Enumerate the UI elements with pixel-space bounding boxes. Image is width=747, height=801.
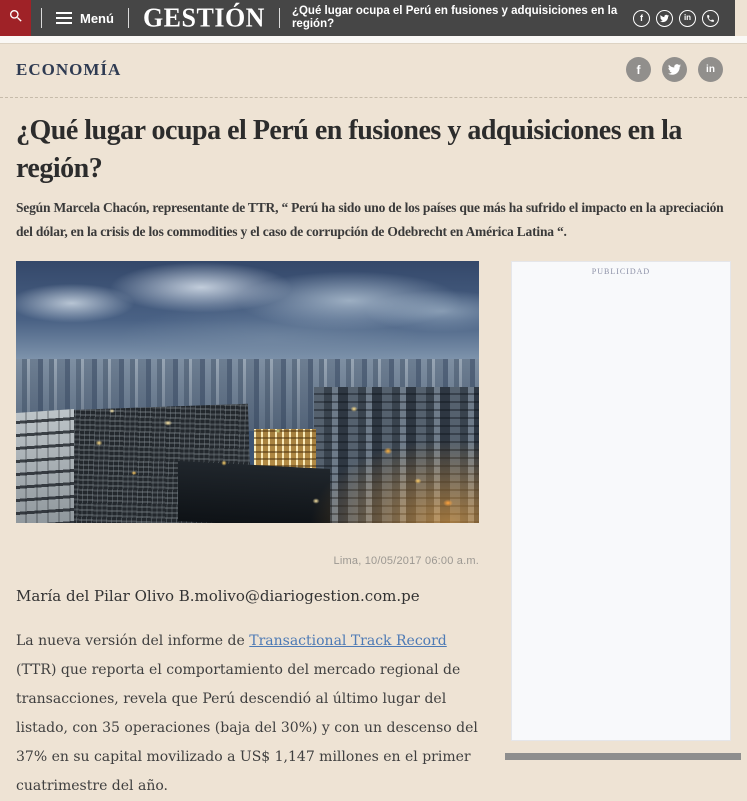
article-share-bar xyxy=(626,57,723,82)
facebook-share-button[interactable]: f xyxy=(626,57,651,82)
twitter-share-button[interactable] xyxy=(662,57,687,82)
article-body-paragraph xyxy=(16,627,486,801)
search-button[interactable] xyxy=(0,0,31,36)
header-social-bar xyxy=(633,10,719,27)
article-main-column xyxy=(16,261,486,801)
twitter-bird-glyph xyxy=(668,63,681,76)
article-photo xyxy=(16,261,479,523)
article-timestamp: Lima, 10/05/2017 06:00 a.m. xyxy=(333,555,479,567)
article-author: María del Pilar Olivo B.molivo@diariogestion.com.pe xyxy=(16,587,420,605)
article-title: ¿Qué lugar ocupa el Perú en fusiones y adquisiciones en la región? xyxy=(16,115,682,184)
search-icon xyxy=(8,8,24,29)
twitter-bird-glyph xyxy=(660,14,669,23)
secondary-ad-slot-top xyxy=(505,753,741,760)
linkedin-icon[interactable]: in xyxy=(679,10,696,27)
twitter-icon[interactable] xyxy=(656,10,673,27)
gestion-logo[interactable]: GESTIÓN xyxy=(142,2,265,33)
header-bottom-strip xyxy=(0,36,747,44)
top-navbar xyxy=(0,0,735,36)
body-text-after-link: (TTR) que reporta el comportamiento del mercado regional de transacciones, revela que Perú descendió al último lugar del listado, con 35 operaciones (baja del 30%) y con un descenso del 37% en su capital movilizado a US$ 1,147 millones en el primer cuatrimestre del año. xyxy=(16,662,478,794)
linkedin-share-button[interactable]: in xyxy=(698,57,723,82)
article-lead: Según Marcela Chacón, representante de TTR, “ Perú ha sido uno de los países que más ha sufrido el impacto en la apreciación del dólar, en la crisis de los commodities y el caso de corrupción de Odebrecht en América Latina “. xyxy=(16,200,724,239)
section-row xyxy=(0,44,747,98)
phone-handset-glyph xyxy=(706,14,715,23)
ttr-link[interactable]: Transactional Track Record xyxy=(249,633,447,649)
hamburger-icon xyxy=(56,12,72,24)
header-article-title: ¿Qué lugar ocupa el Perú en fusiones y adquisiciones en la región? xyxy=(291,5,618,30)
photo-street-glow xyxy=(309,439,479,523)
menu-label: Menú xyxy=(80,10,114,26)
ad-slot xyxy=(511,261,731,741)
facebook-icon[interactable]: f xyxy=(633,10,650,27)
menu-button[interactable] xyxy=(42,0,128,36)
phone-icon[interactable] xyxy=(702,10,719,27)
section-label-economia[interactable]: ECONOMÍA xyxy=(16,60,122,79)
body-text-before-link: La nueva versión del informe de xyxy=(16,633,250,649)
ad-label: PUBLICIDAD xyxy=(591,267,651,276)
